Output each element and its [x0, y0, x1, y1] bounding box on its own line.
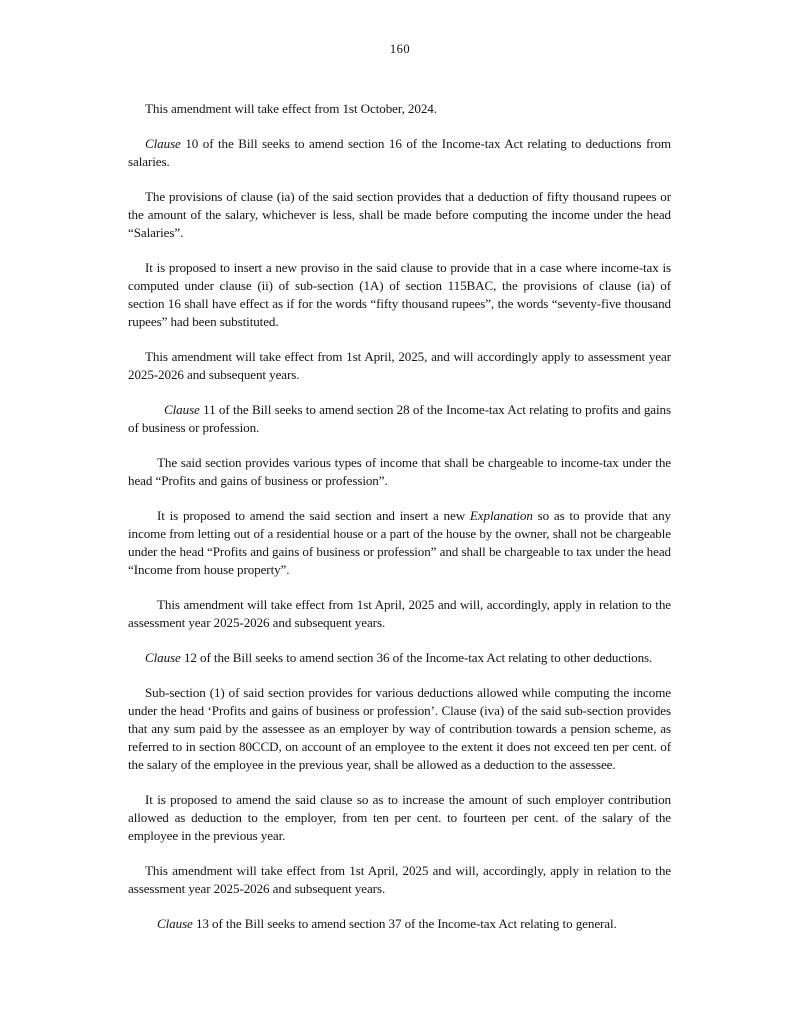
- text-run: This amendment will take effect from 1st October, 2024.: [145, 101, 437, 116]
- text-run: This amendment will take effect from 1st April, 2025, and will accordingly apply to assessment year 2025-2026 and subsequent years.: [128, 349, 671, 382]
- paragraph-subsection-1-deductions: [128, 684, 671, 774]
- text-run-italic: Clause: [157, 916, 193, 931]
- paragraph-effect-date-apr-2025-c: [128, 862, 671, 898]
- text-run: The said section provides various types of income that shall be chargeable to income-tax under the head “Profits and gains of business or profession”.: [128, 455, 671, 488]
- paragraph-proposed-contribution-increase: [128, 791, 671, 845]
- paragraph-clause-ia-provisions: [128, 188, 671, 242]
- text-run: This amendment will take effect from 1st April, 2025 and will, accordingly, apply in relation to the assessment year 2025-2026 and subsequent years.: [128, 597, 671, 630]
- text-run: Sub-section (1) of said section provides for various deductions allowed while computing the income under the head ‘Profits and gains of business or profession’. Clause (iva) of the said sub-section provides that any sum paid by the assessee as an employer by way of contribution towards a pension scheme, as referred to in section 80CCD, on account of an employee to the extent it does not exceed ten per cent. of the salary of the employee in the previous year, shall be allowed as a deduction to the assessee.: [128, 685, 671, 772]
- paragraph-proposed-explanation: [128, 507, 671, 579]
- text-run: This amendment will take effect from 1st April, 2025 and will, accordingly, apply in relation to the assessment year 2025-2026 and subsequent years.: [128, 863, 671, 896]
- text-run-italic: Clause: [145, 136, 181, 151]
- text-run: It is proposed to amend the said section and insert a new: [157, 508, 470, 523]
- paragraph-clause-13: [128, 915, 671, 933]
- document-body: [128, 100, 671, 933]
- text-run: 10 of the Bill seeks to amend section 16 of the Income-tax Act relating to deductions from salaries.: [128, 136, 671, 169]
- paragraph-effect-date-oct-2024: [128, 100, 671, 118]
- text-run: 11 of the Bill seeks to amend section 28 of the Income-tax Act relating to profits and gains of business or profession.: [128, 402, 671, 435]
- text-run-italic: Clause: [164, 402, 200, 417]
- paragraph-said-section-income-types: [128, 454, 671, 490]
- paragraph-proposed-proviso: [128, 259, 671, 331]
- text-run-italic: Clause: [145, 650, 181, 665]
- paragraph-effect-date-apr-2025-b: [128, 596, 671, 632]
- paragraph-clause-11: [128, 401, 671, 437]
- text-run-italic: Explanation: [469, 508, 533, 523]
- page-number: 160: [389, 42, 411, 56]
- text-run: 13 of the Bill seeks to amend section 37 of the Income-tax Act relating to general.: [192, 916, 617, 931]
- text-run: 12 of the Bill seeks to amend section 36 of the Income-tax Act relating to other deductions.: [180, 650, 653, 665]
- paragraph-clause-10: [128, 135, 671, 171]
- paragraph-effect-date-apr-2025-a: [128, 348, 671, 384]
- text-run: The provisions of clause (ia) of the said section provides that a deduction of fifty thousand rupees or the amount of the salary, whichever is less, shall be made before computing the income under the head “Salaries”.: [128, 189, 671, 240]
- text-run: It is proposed to amend the said clause so as to increase the amount of such employer contribution allowed as deduction to the employer, from ten per cent. to fourteen per cent. of the salary of the employee in the previous year.: [128, 792, 671, 843]
- paragraph-clause-12: [128, 649, 671, 667]
- text-run: It is proposed to insert a new proviso in the said clause to provide that in a case where income-tax is computed under clause (ii) of sub-section (1A) of section 115BAC, the provisions of clause (ia) of section 16 shall have effect as if for the words “fifty thousand rupees”, the words “seventy-five thousand rupees” had been substituted.: [128, 260, 671, 329]
- text-run: so as to provide that any income from letting out of a residential house or a part of the house by the owner, shall not be chargeable under the head “Profits and gains of business or profession” and shall be chargeable to tax under the head “Income from house property”.: [128, 508, 671, 577]
